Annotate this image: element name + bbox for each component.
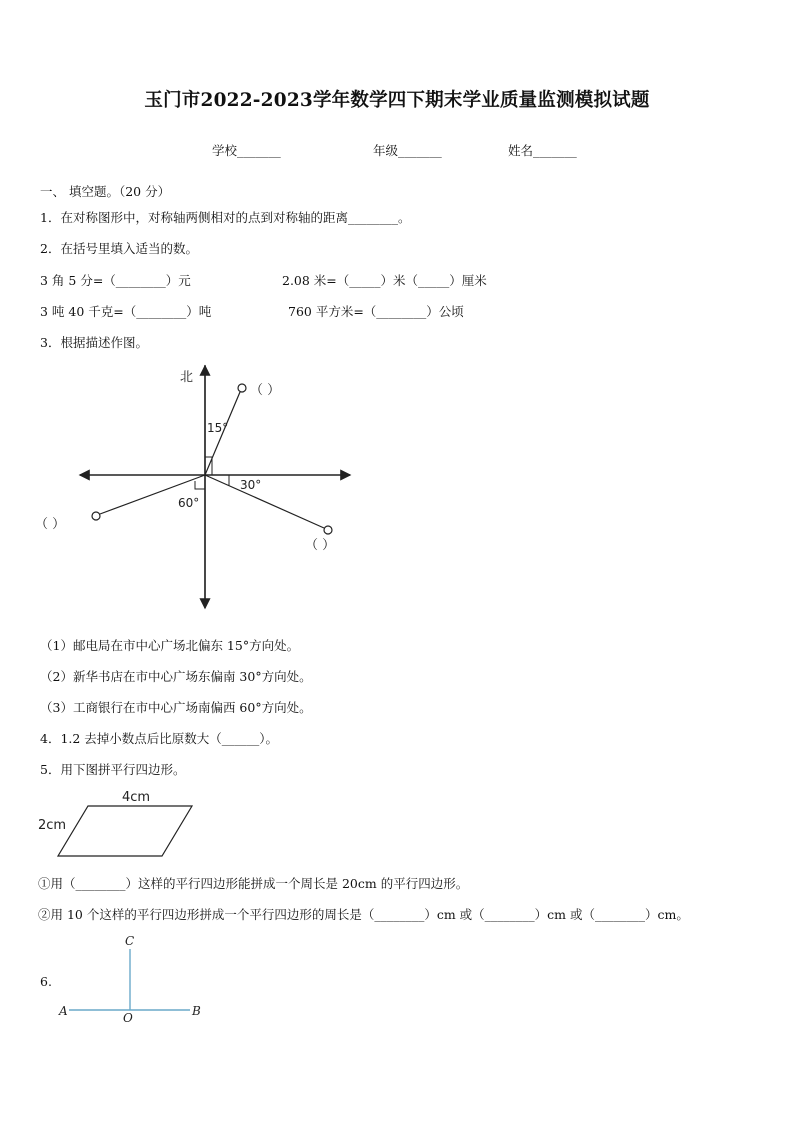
label-c: C [125, 934, 135, 948]
question-4: 4．1.2 去掉小数点后比原数大（______）。 [40, 731, 279, 746]
blank-es[interactable]: （ ） [305, 538, 336, 553]
grade-field[interactable]: 年级_______ [373, 143, 442, 158]
label-b: B [192, 1004, 201, 1018]
question-3-3: （3）工商银行在市中心广场南偏西 60°方向处。 [40, 700, 312, 715]
question-5: 5．用下图拼平行四边形。 [40, 762, 186, 777]
school-field[interactable]: 学校_______ [212, 143, 281, 158]
question-2a: 3 角 5 分=（________）元 [40, 273, 191, 288]
blank-sw[interactable]: （ ） [35, 517, 66, 532]
angle-label-es: 30° [240, 478, 262, 492]
angle-label-sw: 60° [178, 496, 200, 510]
left-side-label: 2cm [38, 818, 67, 833]
question-3-1: （1）邮电局在市中心广场北偏东 15°方向处。 [40, 638, 300, 653]
north-label: 北 [180, 370, 194, 385]
top-side-label: 4cm [122, 790, 151, 805]
question-3-2: （2）新华书店在市中心广场东偏南 30°方向处。 [40, 669, 312, 684]
question-2c: 3 吨 40 千克=（________）吨 [40, 304, 212, 319]
label-o: O [123, 1011, 133, 1025]
question-5-2: ②用 10 个这样的平行四边形拼成一个平行四边形的周长是（________）cm 或（________）cm 或（________）cm。 [38, 907, 689, 922]
question-2d: 760 平方米=（________）公顷 [288, 304, 464, 319]
name-field[interactable]: 姓名_______ [508, 143, 577, 158]
page-title: 玉门市2022-2023学年数学四下期末学业质量监测模拟试题 [144, 90, 650, 111]
question-6: 6. [40, 974, 52, 989]
question-5-1: ①用（________）这样的平行四边形能拼成一个周长是 20cm 的平行四边形。 [38, 876, 469, 891]
label-a: A [59, 1004, 68, 1018]
question-2: 2．在括号里填入适当的数。 [40, 241, 198, 256]
blank-ne[interactable]: （ ） [250, 383, 281, 398]
section-heading: 一、 填空题。（20 分） [40, 184, 171, 199]
question-2b: 2.08 米=（_____）米（_____）厘米 [282, 273, 487, 288]
question-3: 3．根据描述作图。 [40, 335, 148, 350]
angle-label-ne: 15° [207, 421, 229, 435]
question-1: 1．在对称图形中，对称轴两侧相对的点到对称轴的距离________。 [40, 210, 411, 225]
